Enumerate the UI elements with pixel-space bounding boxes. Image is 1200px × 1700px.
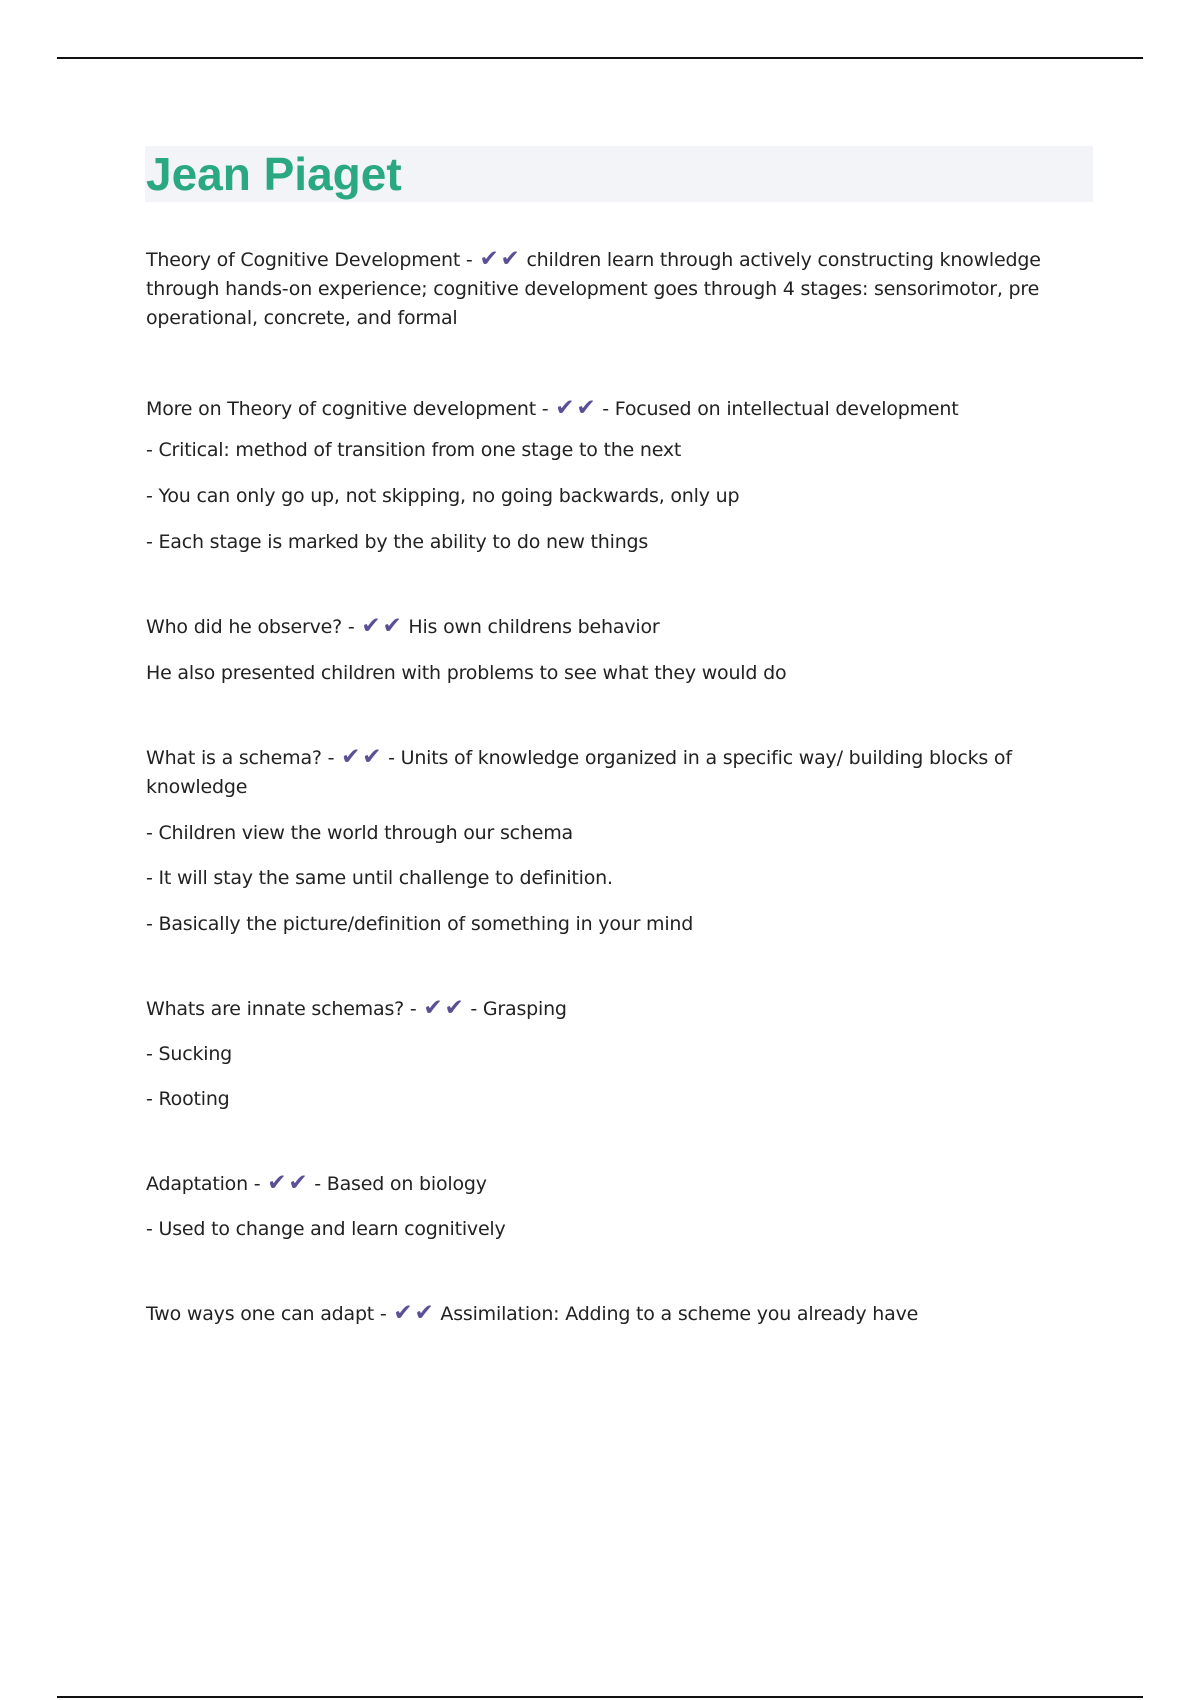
- question-text: Theory of Cognitive Development -: [146, 249, 473, 271]
- check-icon: ✔: [479, 246, 499, 272]
- answer-detail: - Sucking: [146, 1043, 233, 1065]
- answer-text: His own childrens behavior: [408, 616, 660, 638]
- answer-detail: - Each stage is marked by the ability to do new things: [146, 531, 649, 553]
- bottom-rule: [57, 1696, 1143, 1698]
- check-icon: ✔: [423, 995, 443, 1021]
- flashcard-entry: [146, 1300, 1046, 1329]
- answer-text: - Units of knowledge organized in a specific way/ building blocks of knowledge: [146, 747, 1012, 798]
- check-icon: ✔: [444, 995, 464, 1021]
- answer-text: Assimilation: Adding to a scheme you already have: [440, 1303, 919, 1325]
- check-icon: ✔: [382, 613, 402, 639]
- flashcard-line: [146, 744, 1046, 802]
- flashcard-entry: [146, 246, 1046, 333]
- question-text: Who did he observe? -: [146, 616, 355, 638]
- check-icon: ✔: [576, 395, 596, 421]
- answer-detail: - Rooting: [146, 1088, 230, 1110]
- question-text: Adaptation -: [146, 1173, 261, 1195]
- answer-detail: - Children view the world through our schema: [146, 822, 573, 844]
- check-icon: ✔: [414, 1300, 434, 1326]
- flashcard-line: [146, 1300, 1046, 1329]
- check-icon: ✔: [341, 744, 361, 770]
- top-rule: [57, 57, 1143, 59]
- flashcard-entry: [146, 1170, 1046, 1244]
- answer-detail: - Basically the picture/definition of something in your mind: [146, 913, 694, 935]
- check-icon: ✔: [267, 1170, 287, 1196]
- flashcard-line: [146, 1170, 1046, 1199]
- answer-detail: - Used to change and learn cognitively: [146, 1218, 506, 1240]
- answer-text: - Grasping: [470, 998, 567, 1020]
- flashcard-line: [146, 246, 1046, 333]
- flashcard-entry: [146, 613, 1046, 688]
- flashcard-entry: [146, 744, 1046, 939]
- answer-detail: He also presented children with problems to see what they would do: [146, 662, 787, 684]
- check-icon: ✔: [288, 1170, 308, 1196]
- flashcard-line: [146, 395, 1046, 424]
- page-title: Jean Piaget: [146, 148, 402, 200]
- check-icon: ✔: [393, 1300, 413, 1326]
- flashcard-entry: [146, 395, 1046, 557]
- check-icon: ✔: [555, 395, 575, 421]
- question-text: Two ways one can adapt -: [146, 1303, 387, 1325]
- answer-detail: - You can only go up, not skipping, no going backwards, only up: [146, 485, 740, 507]
- check-icon: ✔: [500, 246, 520, 272]
- answer-text: - Based on biology: [314, 1173, 487, 1195]
- flashcard-line: [146, 995, 1046, 1024]
- check-icon: ✔: [361, 613, 381, 639]
- question-text: Whats are innate schemas? -: [146, 998, 417, 1020]
- question-text: What is a schema? -: [146, 747, 335, 769]
- check-icon: ✔: [362, 744, 382, 770]
- flashcard-list: [146, 246, 1046, 1329]
- answer-text: - Focused on intellectual development: [602, 398, 959, 420]
- question-text: More on Theory of cognitive development -: [146, 398, 549, 420]
- flashcard-entry: [146, 995, 1046, 1114]
- answer-text: children learn through actively constructing knowledge through hands-on experience; cognitive development goes through 4 stages: sensorimotor, pre operational, concrete, and formal: [146, 249, 1041, 329]
- flashcard-line: [146, 613, 1046, 642]
- answer-detail: - Critical: method of transition from one stage to the next: [146, 439, 682, 461]
- answer-detail: - It will stay the same until challenge to definition.: [146, 867, 613, 889]
